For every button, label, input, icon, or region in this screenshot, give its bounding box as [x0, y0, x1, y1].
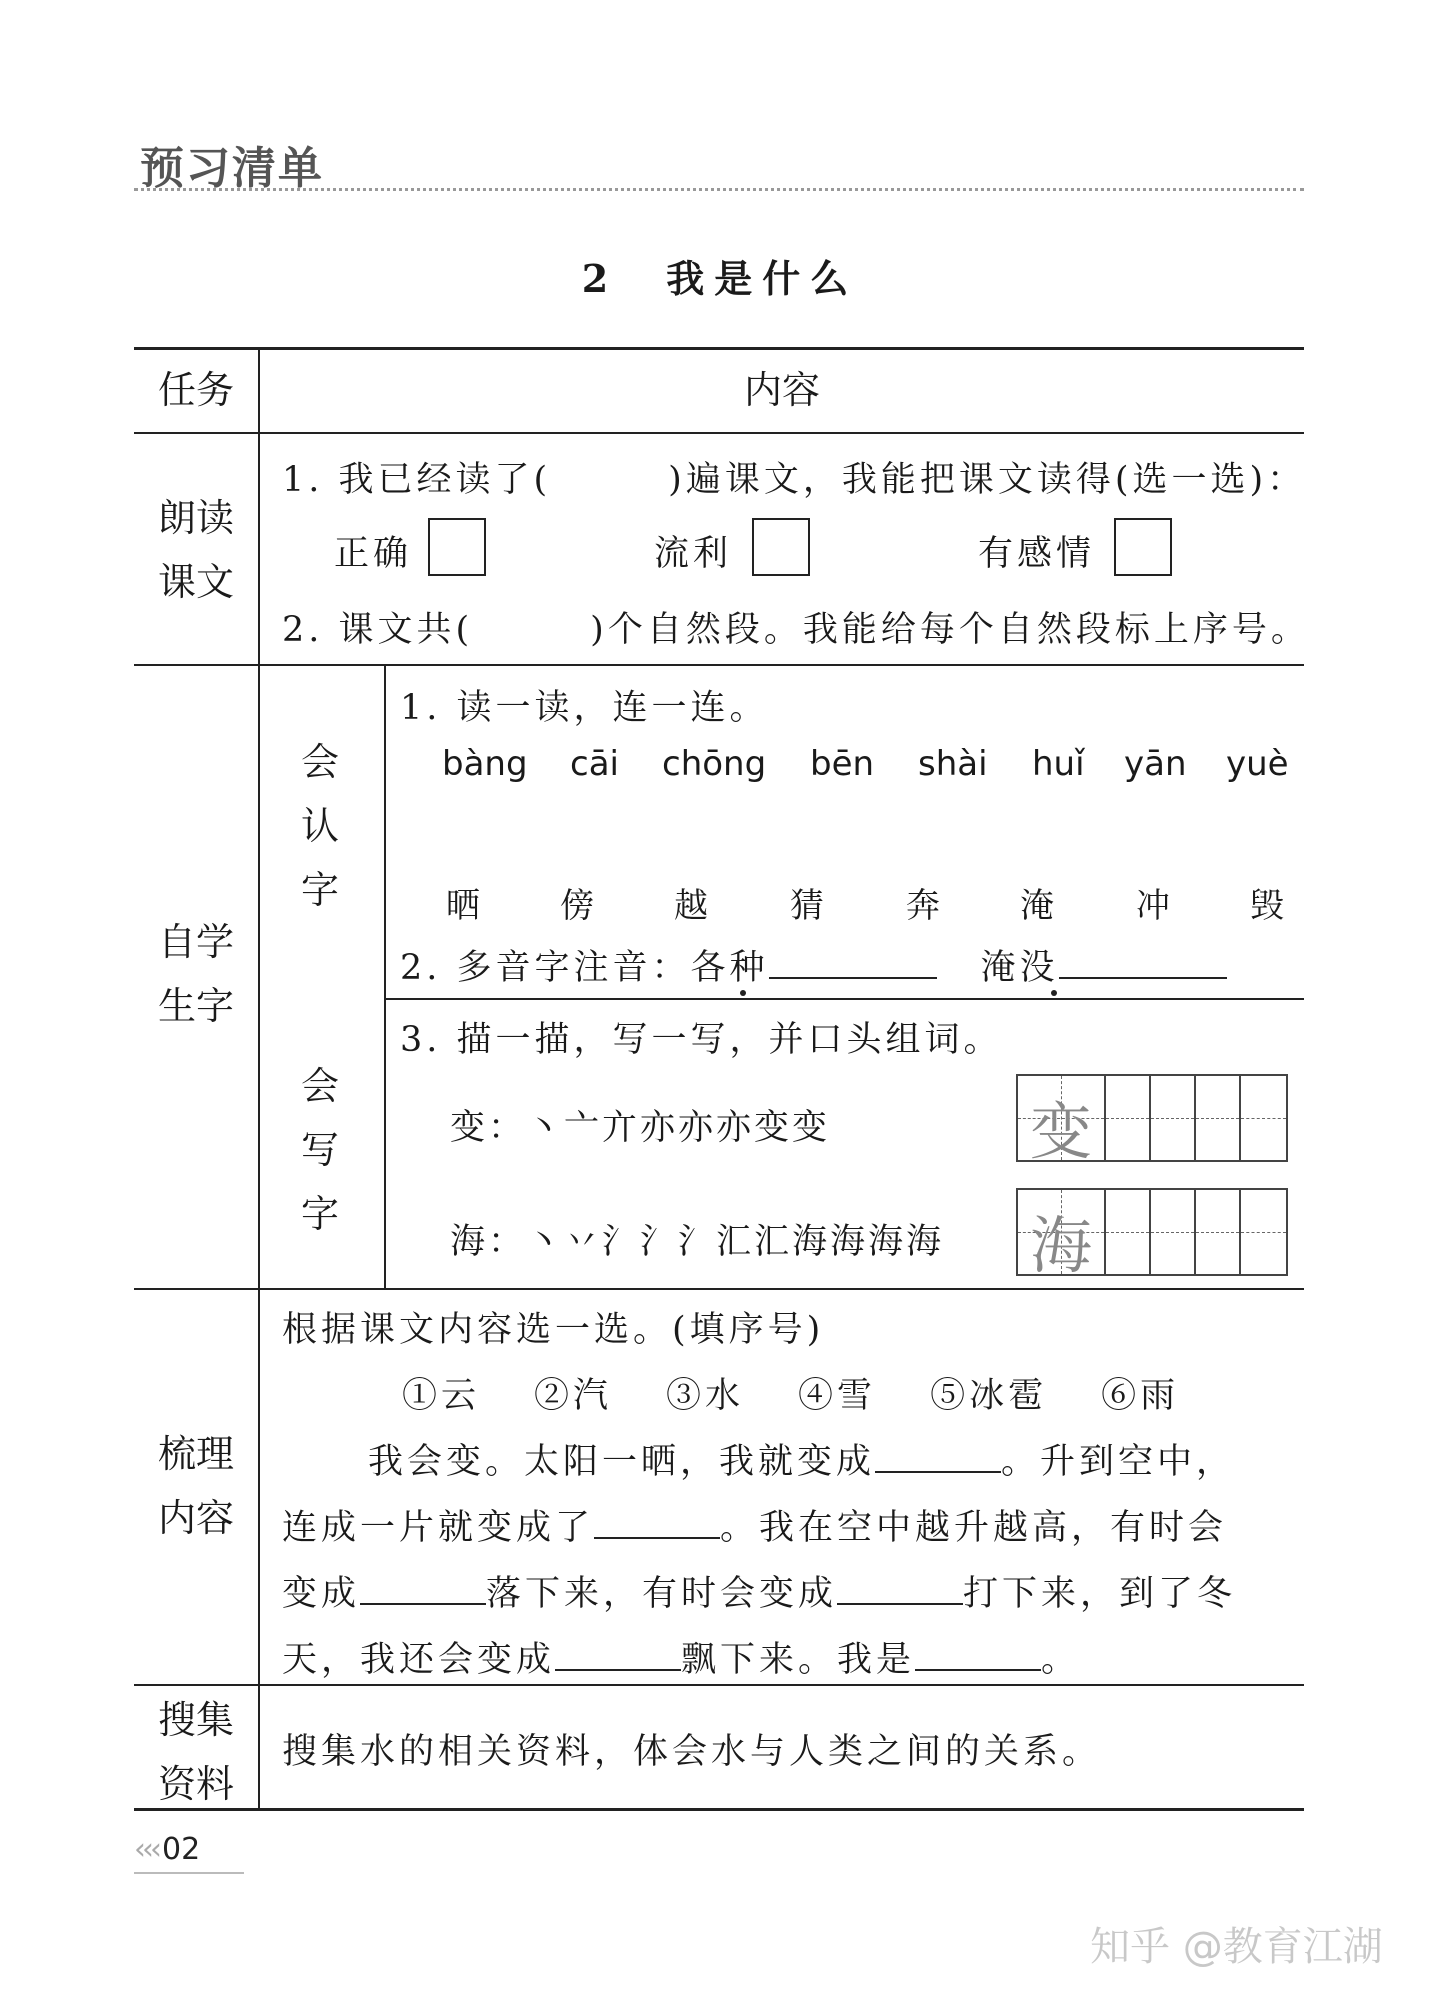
pinyin-item[interactable]: yān [1124, 744, 1187, 784]
character-item[interactable]: 奔 [906, 886, 940, 926]
passage-line-2 [282, 1500, 1227, 1550]
choice-item: ⑤冰雹 [930, 1376, 1048, 1416]
stroke-order-bian [450, 1100, 830, 1150]
pinyin-item[interactable]: cāi [570, 744, 619, 784]
watermark: 知乎 @教育江湖 [1090, 1924, 1383, 1970]
pinyin-item[interactable]: shài [918, 744, 988, 784]
choice-item: ①云 [402, 1376, 481, 1416]
reading-question-2: 2. 课文共( )个自然段。我能给每个自然段标上序号。 [282, 610, 1310, 650]
choice-list [402, 1368, 1179, 1418]
task-label-selfstudy: 自学生字 [158, 920, 235, 1028]
passage-text: 飘下来。我是 [681, 1640, 916, 1680]
passage-text: 我会变。太阳一晒，我就变成 [368, 1442, 876, 1482]
polyphone-question [400, 940, 1227, 990]
pinyin-item[interactable]: bēn [810, 744, 875, 784]
polyphone-answer-1[interactable] [769, 977, 937, 979]
collect-instruction: 搜集水的相关资料，体会水与人类之间的关系。 [282, 1732, 1102, 1772]
recognize-question-1: 1. 读一读，连一连。 [400, 688, 769, 728]
pinyin-item[interactable]: bàng [442, 744, 528, 784]
passage-line-3 [282, 1566, 1236, 1616]
organize-instruction: 根据课文内容选一选。(填序号) [282, 1310, 825, 1350]
sublabel-recognize: 会认字 [300, 740, 339, 912]
stroke-order-hai [450, 1214, 944, 1264]
task-label-reading: 朗读课文 [158, 496, 235, 604]
writing-grid-hai[interactable] [1016, 1188, 1288, 1282]
reading-question-1: 1. 我已经读了( )遍课文，我能把课文读得(选一选)： [282, 460, 1307, 500]
task-label-organize: 梳理内容 [158, 1432, 235, 1540]
answer-blank-2[interactable] [594, 1537, 720, 1539]
stroke-sequence-bian: 丶亠亣亦亦亦变变 [526, 1108, 831, 1148]
stroke-label-hai: 海： [450, 1222, 527, 1262]
page-number-text: 02 [162, 1832, 201, 1867]
answer-blank-6[interactable] [915, 1669, 1041, 1671]
passage-line-1 [368, 1434, 1235, 1484]
column-header-task: 任务 [157, 368, 234, 412]
passage-text: 。升到空中， [1001, 1442, 1236, 1482]
page-number-rule [134, 1872, 244, 1874]
passage-text: 变成 [282, 1574, 361, 1614]
polyphone-word-2: 淹没 [980, 948, 1059, 988]
option-fluent-label: 流利 [654, 534, 733, 574]
write-question-3: 3. 描一描，写一写，并口头组词。 [400, 1020, 1003, 1060]
choice-item: ⑥雨 [1101, 1376, 1180, 1416]
pinyin-item[interactable]: chōng [662, 744, 767, 784]
character-item[interactable]: 毁 [1250, 886, 1284, 926]
sublabel-write: 会写字 [300, 1064, 339, 1236]
passage-text: 打下来，到了冬 [963, 1574, 1237, 1614]
passage-text: 天，我还会变成 [282, 1640, 556, 1680]
answer-blank-4[interactable] [837, 1603, 963, 1605]
trace-character-bian: 变 [1029, 1095, 1092, 1168]
character-item[interactable]: 晒 [446, 886, 480, 926]
passage-line-4 [282, 1632, 1080, 1682]
choice-item: ②汽 [534, 1376, 613, 1416]
emphasis-dot [740, 990, 746, 996]
option-correct-label: 正确 [334, 534, 413, 574]
writing-grid-bian[interactable] [1016, 1074, 1288, 1168]
option-correct-checkbox[interactable] [428, 518, 486, 576]
character-item[interactable]: 猜 [790, 886, 824, 926]
passage-text: 连成一片就变成了 [282, 1508, 595, 1548]
passage-text: 落下来，有时会变成 [486, 1574, 838, 1614]
option-emotion-label: 有感情 [978, 534, 1096, 574]
answer-blank-3[interactable] [360, 1603, 486, 1605]
emphasis-dot [1051, 990, 1057, 996]
pinyin-item[interactable]: huǐ [1032, 744, 1085, 784]
page-arrows-icon: ‹‹‹ [134, 1832, 158, 1867]
stroke-label-bian: 变： [450, 1108, 527, 1148]
section-title: 预习清单 [140, 143, 324, 194]
character-item[interactable]: 傍 [560, 886, 594, 926]
character-item[interactable]: 冲 [1136, 886, 1170, 926]
trace-character-hai: 海 [1029, 1209, 1092, 1282]
polyphone-word-1: 各种 [690, 948, 769, 988]
polyphone-answer-2[interactable] [1059, 977, 1227, 979]
option-fluent-checkbox[interactable] [752, 518, 810, 576]
task-label-collect: 搜集资料 [158, 1698, 235, 1806]
answer-blank-5[interactable] [555, 1669, 681, 1671]
lesson-title: 2 我是什么 [581, 256, 859, 301]
character-item[interactable]: 越 [674, 886, 708, 926]
option-emotion-checkbox[interactable] [1114, 518, 1172, 576]
answer-blank-1[interactable] [875, 1471, 1001, 1473]
column-header-content: 内容 [743, 368, 820, 412]
polyphone-prefix: 2. 多音字注音： [400, 948, 691, 988]
page-number [134, 1832, 200, 1867]
passage-text: 。 [1041, 1640, 1081, 1680]
choice-item: ④雪 [798, 1376, 877, 1416]
choice-item: ③水 [666, 1376, 745, 1416]
stroke-sequence-hai: 丶丷氵氵氵汇汇海海海海 [526, 1222, 945, 1262]
pinyin-item[interactable]: yuè [1226, 744, 1289, 784]
character-item[interactable]: 淹 [1020, 886, 1054, 926]
passage-text: 。我在空中越升越高，有时会 [720, 1508, 1228, 1548]
dotted-divider [134, 188, 1304, 191]
